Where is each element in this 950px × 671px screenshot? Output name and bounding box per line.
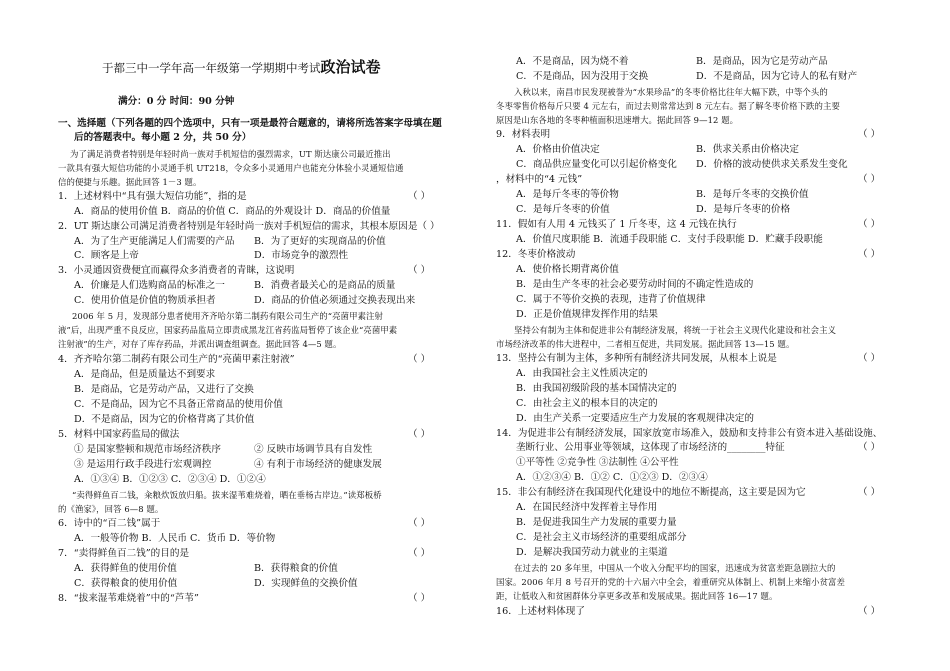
question-11-options: A．价值尺度职能 B．流通手段职能 C．支付手段职能 D．贮藏手段职能 — [516, 234, 823, 245]
question-4-option-a: A．是商品，但是质量达不到要求 — [74, 369, 216, 380]
question-15-option-a: A．在国民经济中发挥着主导作用 — [516, 502, 658, 513]
question-16-answer-paren[interactable]: （ ） — [858, 606, 881, 617]
question-9-option-d: D．价格的波动使供求关系发生变化 — [696, 159, 848, 170]
question-4: 4．齐齐哈尔第二制药有限公司生产的“亮菌甲素注射液” — [58, 354, 295, 365]
question-14: 14．为促进非公有制经济发展，国家放宽市场准入，鼓励和支持非公有资本进入基础设施、 — [496, 428, 883, 439]
question-3-option-a: A．价廉是人们选购商品的标准之一 — [74, 280, 225, 291]
passage-3-line-1: “卖得鲜鱼百二钱，籴粮炊饭放归船。拔来湿苇难烧着，晒在垂杨古岸边。”读郑板桥 — [72, 490, 382, 500]
question-5-statement-1: ① 是国家整顿和规范市场经济秩序 — [74, 444, 221, 455]
question-9: 9．材料表明 — [496, 129, 551, 140]
question-4-option-c: C．不是商品，因为它不具备正常商品的使用价值 — [74, 399, 283, 410]
passage-4-line-1: 入秋以来，南昌市民发现被誉为“水果珍品”的冬枣价格比往年大幅下跌，中等个头的 — [514, 87, 828, 97]
question-15: 15．非公有制经济在我国现代化建设中的地位不断提高，这主要是因为它 — [496, 487, 806, 498]
question-12-option-c: C．属于不等价交换的表现，违背了价值规律 — [516, 294, 706, 305]
question-1-options: A．商品的使用价值 B．商品的价值 C．商品的外观设计 D．商品的价值量 — [74, 206, 391, 217]
question-3-option-c: C．使用价值是价值的物质承担者 — [74, 295, 216, 306]
question-5-answer-paren[interactable]: （ ） — [408, 429, 431, 440]
question-10-option-b: B．是每斤冬枣的交换价值 — [696, 189, 809, 200]
question-10: ，材料中的“4 元钱” — [496, 174, 583, 185]
question-7-option-d: D．实现鲜鱼的交换价值 — [254, 578, 358, 589]
question-7: 7．“卖得鲜鱼百二钱”的目的是 — [58, 548, 190, 559]
question-2-option-c: C．顾客是上帝 — [74, 250, 139, 261]
question-14-options: A．①②③④ B．①② C．①②③ D．②③④ — [516, 472, 708, 483]
question-15-option-d: D．是解决我国劳动力就业的主渠道 — [516, 547, 668, 558]
question-13-option-c: C．由社会主义的根本目的决定的 — [516, 398, 658, 409]
passage-1-line-3: 信的便捷与乐趣。据此回答 1－3 题。 — [58, 177, 202, 187]
question-8-option-a: A．不是商品，因为烧不着 — [516, 56, 629, 67]
exam-title-main: 政治试卷 — [320, 58, 381, 76]
question-5-options: A．①③④ B．①②③ C．②③④ D．①②④ — [74, 474, 266, 485]
passage-4-line-2: 冬枣零售价格每斤只要 4 元左右，而过去则常常达到 8 元左右。据了解冬枣价格下跌的主要 — [496, 101, 840, 111]
question-9-option-c: C．商品供应量变化可以引起价格变化 — [516, 159, 677, 170]
question-13-answer-paren[interactable]: （ ） — [858, 353, 881, 364]
passage-6-line-3: 距，让低收入和贫困群体分享更多改革和发展成果。据此回答 16—17 题。 — [496, 591, 778, 601]
question-10-option-a: A．是每斤冬枣的等价物 — [516, 189, 619, 200]
question-14-answer-paren[interactable]: （ ） — [858, 442, 881, 453]
section-heading-cont: 后的答题表中。每小题 2 分，共 50 分） — [74, 132, 252, 143]
question-10-option-d: D．是每斤冬枣的价格 — [696, 204, 791, 215]
exam-meta: 满分：0 分 时间：90 分钟 — [118, 96, 235, 107]
question-5-statement-2: ② 反映市场调节具有自发性 — [254, 444, 373, 455]
question-13-option-d: D．由生产关系一定要适应生产力发展的客观规律决定的 — [516, 413, 754, 424]
question-12-answer-paren[interactable]: （ ） — [858, 249, 881, 260]
question-5: 5．材料中国家药监局的做法 — [58, 429, 180, 440]
question-12-option-b: B．是由生产冬枣的社会必要劳动时间的不确定性造成的 — [516, 279, 754, 290]
question-8-option-c: C．不是商品，因为没用于交换 — [516, 71, 649, 82]
question-2: 2．UT 斯达康公司满足消费者特别是年轻时尚一族对手机短信的需求，其根本原因是（ ） — [58, 221, 440, 232]
question-5-statement-4: ④ 有利于市场经济的健康发展 — [254, 459, 382, 470]
question-7-answer-paren[interactable]: （ ） — [408, 548, 431, 559]
question-5-statement-3: ③ 是运用行政手段进行宏观调控 — [74, 459, 212, 470]
question-11-answer-paren[interactable]: （ ） — [858, 219, 881, 230]
passage-4-line-3: 原因是山东各地的冬枣种植面积迅速增大。据此回答 9—12 题。 — [496, 115, 739, 125]
passage-1-line-2: 一款具有强大短信功能的小灵通手机 UT218，令众多小灵通用户也能充分体验小灵通短信通 — [58, 163, 404, 173]
question-4-option-d: D．不是商品，因为它的价格背离了其价值 — [74, 414, 255, 425]
question-15-option-c: C．是社会主义市场经济的重要组成部分 — [516, 532, 687, 543]
question-15-option-b: B．是促进我国生产力发展的重要力量 — [516, 517, 677, 528]
passage-2-line-3: 注射液”的生产，对存了库存药品，并派出调查组调查。据此回答 4—5 题。 — [58, 339, 342, 349]
question-7-option-b: B．获得粮食的价值 — [254, 563, 338, 574]
question-14-statements: ①平等性 ②竞争性 ③法制性 ④公平性 — [516, 457, 679, 468]
question-2-option-b: B．为了更好的实现商品的价值 — [254, 236, 386, 247]
question-3-option-d: D．商品的价值必须通过交换表现出来 — [254, 295, 416, 306]
question-14-cont: 垄断行业、公用事业等领域，这体现了市场经济的________特征 — [516, 442, 785, 453]
question-3-option-b: B．消费者最关心的是商品的质量 — [254, 280, 396, 291]
question-12: 12．冬枣价格波动 — [496, 249, 576, 260]
passage-6-line-1: 在过去的 20 多年里，中国从一个收入分配平均的国家，迅速成为贫富差距急剧拉大的 — [514, 563, 836, 573]
question-9-answer-paren[interactable]: （ ） — [858, 129, 881, 140]
question-4-answer-paren[interactable]: （ ） — [408, 354, 431, 365]
question-4-option-b: B．是商品，它是劳动产品，又进行了交换 — [74, 384, 254, 395]
question-13-option-b: B．由我国初级阶段的基本国情决定的 — [516, 383, 677, 394]
question-11: 11．假如有人用 4 元钱买了 1 斤冬枣，这 4 元钱在执行 — [496, 219, 737, 230]
question-12-option-a: A．使价格长期背离价值 — [516, 264, 619, 275]
question-6-options: A．一般等价物 B．人民币 C．货币 D．等价物 — [74, 533, 276, 544]
passage-2-line-1: 2006 年 5 月，发现部分患者使用齐齐哈尔第二制药有限公司生产的“亮菌甲素注射 — [72, 311, 384, 321]
question-3-answer-paren[interactable]: （ ） — [408, 265, 431, 276]
question-15-answer-paren[interactable]: （ ） — [858, 487, 881, 498]
passage-3-line-2: 的《渔家》，回答 6—8 题。 — [58, 504, 164, 514]
exam-title — [102, 60, 381, 75]
passage-5-line-2: 市场经济改革的伟大进程中，二者相互促进，共同发展。据此回答 13—15 题。 — [496, 339, 795, 349]
question-8-answer-paren[interactable]: （ ） — [408, 593, 431, 604]
question-8: 8．“拔来湿苇难烧着”中的“芦苇” — [58, 593, 199, 604]
question-13: 13．坚持公有制为主体，多种所有制经济共同发展，从根本上说是 — [496, 353, 777, 364]
question-2-option-a: A．为了生产更能满足人们需要的产品 — [74, 236, 235, 247]
passage-1-line-1: 为了满足消费者特别是年轻时尚一族对手机短信的强烈需求，UT 斯达康公司最近推出 — [70, 149, 391, 159]
question-12-option-d: D．正是价值规律发挥作用的结果 — [516, 309, 659, 320]
question-10-answer-paren[interactable]: （ ） — [858, 174, 881, 185]
question-9-option-a: A．价格由价值决定 — [516, 144, 600, 155]
passage-5-line-1: 坚持公有制为主体和促进非公有制经济发展，将统一于社会主义现代化建设和社会主义 — [514, 325, 837, 335]
question-7-option-a: A．获得鲜鱼的使用价值 — [74, 563, 177, 574]
question-1: 1．上述材料中“具有强大短信功能”，指的是 — [58, 191, 247, 202]
question-2-option-d: D．市场竞争的激烈性 — [254, 250, 349, 261]
question-16: 16．上述材料体现了 — [496, 606, 585, 617]
question-8-option-b: B．是商品，因为它是劳动产品 — [696, 56, 828, 67]
question-3: 3．小灵通因资费便宜而赢得众多消费者的青睐，这说明 — [58, 265, 295, 276]
question-1-answer-paren[interactable]: （ ） — [408, 191, 431, 202]
question-6-answer-paren[interactable]: （ ） — [408, 518, 431, 529]
question-13-option-a: A．由我国社会主义性质决定的 — [516, 368, 648, 379]
question-7-option-c: C．获得粮食的使用价值 — [74, 578, 178, 589]
question-10-option-c: C．是每斤冬枣的价值 — [516, 204, 610, 215]
question-6: 6．诗中的“百二钱”属于 — [58, 518, 161, 529]
question-9-option-b: B．供求关系由价格决定 — [696, 144, 799, 155]
passage-2-line-2: 液”后，出现严重不良反应，国家药品监局立即责成黑龙江省药监局暂停了该企业“亮菌甲素 — [58, 325, 398, 335]
question-8-option-d: D．不是商品，因为它诗人的私有财产 — [696, 71, 858, 82]
exam-title-prefix: 于都三中一学年高一年级第一学期期中考试 — [102, 61, 321, 75]
passage-6-line-2: 国家。2006 年月 8 号召开的党的十六届六中全会，着重研究从体制上、机制上来缩小贫富差 — [496, 577, 846, 587]
section-heading: 一、选择题（下列各题的四个选项中，只有一项是最符合题意的，请将所选答案字母填在题 — [58, 118, 442, 129]
